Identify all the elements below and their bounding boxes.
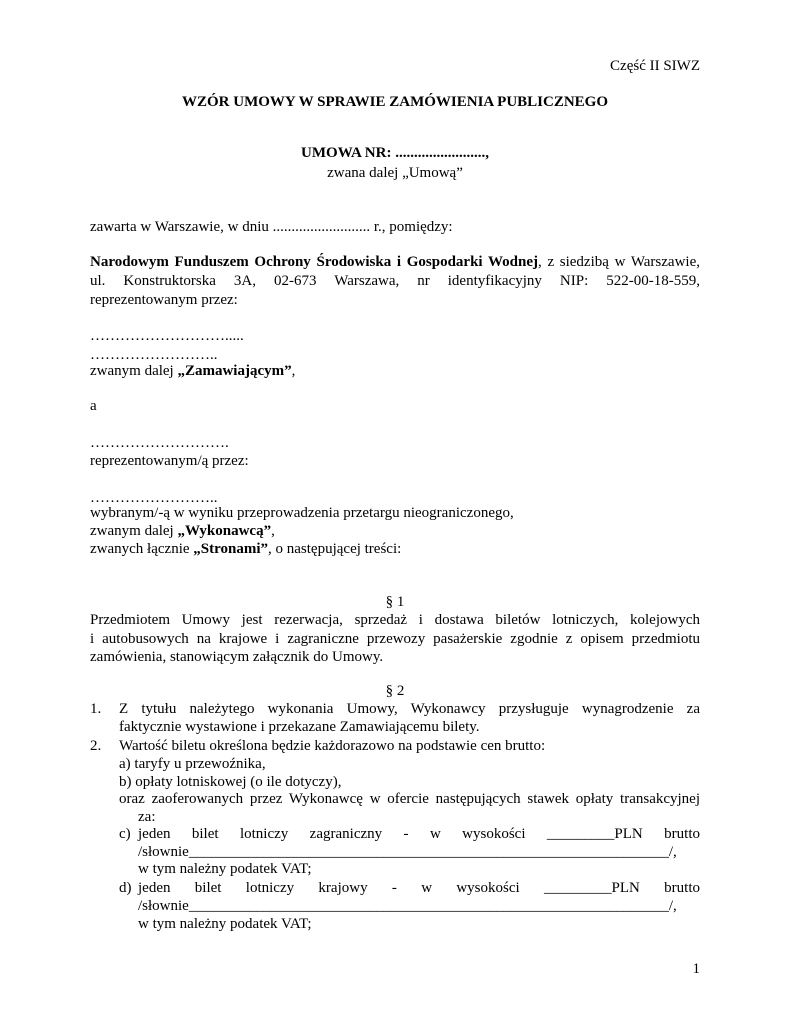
- contractor-suffix: ,: [271, 523, 275, 539]
- party1-name: Narodowym Funduszem Ochrony Środowiska i Gospodarki Wodnej: [90, 254, 539, 270]
- party1-line3: reprezentowanym przez:: [90, 292, 238, 308]
- document-title: WZÓR UMOWY W SPRAWIE ZAMÓWIENIA PUBLICZNEGO: [181, 94, 609, 110]
- document-part-label: Część II SIWZ: [610, 58, 700, 74]
- parties-role: „Stronami”: [193, 541, 269, 557]
- item-2d-line2: /słownie________________________________________________________________/,: [138, 898, 677, 914]
- item-2d-line3: w tym należny podatek VAT;: [138, 916, 312, 932]
- item-2-also-line2: za:: [138, 809, 156, 825]
- item-2-number: 2.: [90, 738, 102, 754]
- called-prefix: zwanym dalej: [90, 363, 178, 379]
- contractor-dots: ……………………….: [90, 435, 229, 451]
- item-2c-line1: jeden bilet lotniczy zagraniczny - w wysokości _________PLN brutto: [138, 826, 700, 842]
- contract-called: zwana dalej „Umową”: [327, 165, 463, 181]
- parties-prefix: zwanych łącznie: [90, 541, 194, 557]
- parties-line: [90, 540, 700, 559]
- item-1-number: 1.: [90, 701, 102, 717]
- section-1-line: Przedmiotem Umowy jest rezerwacja, sprzedaż i dostawa biletów lotniczych, kolejowych: [90, 612, 700, 628]
- representative-dots-1: ……………………….....: [90, 328, 244, 344]
- item-2c-line2: /słownie________________________________________________________________/,: [138, 844, 677, 860]
- party1-line2: ul. Konstruktorska 3A, 02-673 Warszawa, nr identyfikacyjny NIP: 522-00-18-559,: [90, 273, 700, 289]
- contractor-prefix: zwanym dalej: [90, 523, 178, 539]
- representative-2-line: reprezentowanym/ą przez:: [90, 453, 249, 469]
- item-1-line2: faktycznie wystawione i przekazane Zamawiającemu bilety.: [119, 719, 480, 735]
- ordering-party-line: [90, 362, 700, 381]
- chosen-line: wybranym/-ą w wyniku przeprowadzenia przetargu nieograniczonego,: [90, 505, 514, 521]
- ordering-party-role: „Zamawiającym”: [177, 363, 292, 379]
- party1-seat: , z siedzibą w Warszawie,: [538, 254, 700, 270]
- contractor-line: [90, 522, 700, 541]
- section-2-heading: § 2: [385, 683, 405, 699]
- item-2c-label: c): [119, 826, 131, 842]
- page-number: 1: [692, 961, 700, 977]
- section-1-line: i autobusowych na krajowe i zagraniczne przewozy pasażerskie zgodnie z opisem przedmiotu: [90, 631, 700, 647]
- contractor-role: „Wykonawcą”: [177, 523, 272, 539]
- parties-suffix: , o następującej treści:: [268, 541, 402, 557]
- item-2d-line1: jeden bilet lotniczy krajowy - w wysokości _________PLN brutto: [138, 880, 700, 896]
- section-1-line: zamówienia, stanowiącym załącznik do Umowy.: [90, 649, 384, 665]
- item-2c-line3: w tym należny podatek VAT;: [138, 861, 312, 877]
- contract-number: UMOWA NR: ........................,: [301, 145, 489, 161]
- item-2b: b) opłaty lotniskowej (o ile dotyczy),: [119, 774, 342, 790]
- section-1-heading: § 1: [385, 594, 405, 610]
- item-2-line1: Wartość biletu określona będzie każdorazowo na podstawie cen brutto:: [119, 738, 546, 754]
- item-2-also-line1: oraz zaoferowanych przez Wykonawcę w ofercie następujących stawek opłaty transakcyjnej: [119, 791, 700, 807]
- representative-dots-2: ……………………..: [90, 347, 218, 363]
- item-2a: a) taryfy u przewoźnika,: [119, 756, 266, 772]
- item-2d-label: d): [119, 880, 132, 896]
- item-1-line1: Z tytułu należytego wykonania Umowy, Wykonawcy przysługuje wynagrodzenie za: [119, 701, 700, 717]
- concluded-line: zawarta w Warszawie, w dniu .......................... r., pomiędzy:: [90, 219, 453, 235]
- contractor-rep-dots: ……………………..: [90, 490, 218, 506]
- and-word: a: [90, 398, 97, 414]
- called-suffix: ,: [291, 363, 296, 379]
- party1-line1: [90, 253, 700, 272]
